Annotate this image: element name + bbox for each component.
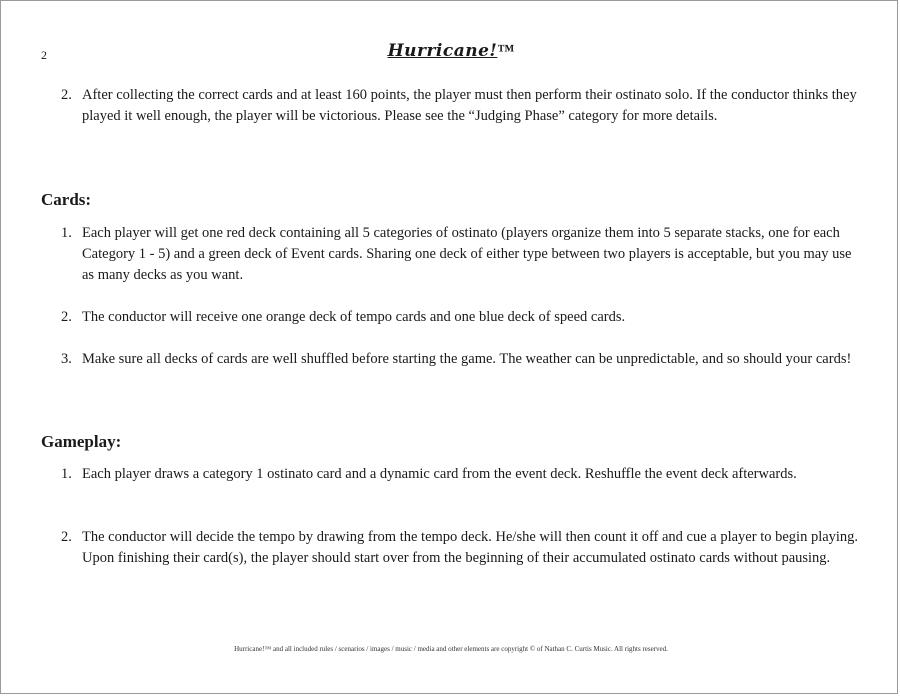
gameplay-list-item [61,527,861,569]
list-number: 2. [61,309,72,325]
list-number: 2. [61,529,72,545]
cards-heading: Cards: [41,190,92,209]
copyright-footer: Hurricane!™ and all included rules / scenarios / images / music / media and other elements are copyright © of Nathan C. Curtis Music. All rights reserved. [234,645,668,653]
gameplay-heading: Gameplay: [41,432,122,451]
title-trademark: ™ [497,41,515,60]
list-text: The conductor will receive one orange deck of tempo cards and one blue deck of speed cards. [82,309,626,325]
gameplay-list-item [61,464,861,485]
page-title [1,41,900,61]
list-number: 1. [61,225,72,241]
list-text: After collecting the correct cards and at least 160 points, the player must then perform their ostinato solo. If the conductor thinks they played it well enough, the player will be victorious. Please see the “Judging Phase” category for more details. [82,87,857,124]
list-number: 1. [61,466,72,482]
list-text: The conductor will decide the tempo by drawing from the tempo deck. He/she will then count it off and cue a player to begin playing. Upon finishing their card(s), the player should start over from the beginning of their accumulated ostinato cards without pausing. [82,529,859,566]
cards-list-item [61,307,861,328]
title-name: Hurricane! [387,41,498,61]
list-text: Each player draws a category 1 ostinato card and a dynamic card from the event deck. Reshuffle the event deck afterwards. [82,466,797,482]
list-number: 2. [61,87,72,103]
intro-list-item [61,85,861,127]
list-number: 3. [61,351,72,367]
page-number: 2 [41,48,47,62]
list-text: Each player will get one red deck containing all 5 categories of ostinato (players organize them into 5 separate stacks, one for each Category 1 - 5) and a green deck of Event cards. Sharing one deck of either type between two players is acceptable, but you may use as many decks as you want. [82,225,852,283]
cards-list-item [61,223,861,286]
list-text: Make sure all decks of cards are well shuffled before starting the game. The weather can be unpredictable, and so should your cards! [82,351,852,367]
cards-list-item [61,349,861,370]
